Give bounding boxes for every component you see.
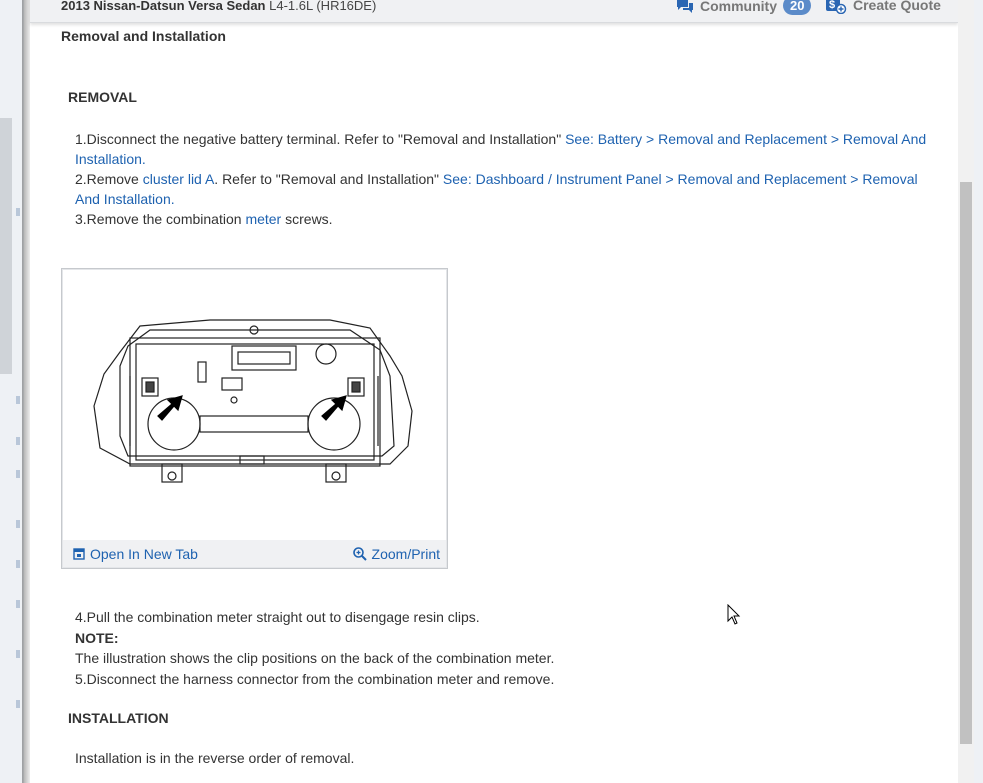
vehicle-title [61, 0, 376, 13]
background-dot [16, 208, 20, 216]
figure-card [61, 268, 448, 569]
installation-heading: INSTALLATION [68, 710, 169, 726]
battery-removal-link[interactable]: See: Battery > Removal and Replacement > Removal And Installation. [75, 131, 927, 167]
background-dot [16, 700, 20, 708]
combination-meter-illustration[interactable] [90, 316, 420, 498]
removal-steps [61, 129, 936, 229]
step-3-text: 3.Remove the combination [75, 211, 246, 227]
figure-toolbar [63, 540, 446, 567]
background-dot [16, 650, 20, 658]
vehicle-model: 2013 Nissan-Datsun Versa Sedan [61, 0, 266, 13]
step-3 [61, 209, 936, 229]
background-right-strip [974, 0, 983, 783]
zoom-print-button[interactable] [353, 546, 446, 562]
step-2-text-b: . Refer to "Removal and Installation" [214, 171, 443, 187]
step-2 [61, 169, 936, 209]
background-dot [16, 396, 20, 404]
background-dot [16, 470, 20, 478]
community-label: Community [700, 0, 777, 14]
svg-text:$: $ [829, 0, 836, 11]
dashboard-removal-link[interactable]: See: Dashboard / Instrument Panel > Removal and Replacement > Removal And Installation. [75, 171, 918, 207]
meter-link[interactable]: meter [245, 211, 282, 227]
open-in-new-tab-label: Open In New Tab [90, 545, 198, 562]
step-2-text: 2.Remove [75, 171, 143, 187]
community-count-badge: 20 [783, 0, 811, 15]
step-1-text: 1.Disconnect the negative battery terminal. Refer to "Removal and Installation" [75, 131, 566, 147]
step-1 [61, 129, 936, 169]
zoom-print-label: Zoom/Print [371, 545, 440, 562]
background-dot [16, 437, 20, 445]
installation-text: Installation is in the reverse order of removal. [75, 750, 355, 766]
background-dot [16, 600, 20, 608]
open-new-tab-icon [73, 548, 85, 560]
note-label: NOTE: [75, 629, 119, 646]
removal-heading: REMOVAL [68, 89, 137, 105]
step-3-text-b: screws. [281, 211, 333, 227]
note-text: The illustration shows the clip positions on the back of the combination meter. [75, 650, 555, 666]
scrollbar-thumb[interactable] [960, 182, 972, 744]
create-quote-button[interactable] [825, 0, 941, 14]
cluster-lid-link[interactable]: cluster lid A [142, 171, 215, 187]
section-title: Removal and Installation [61, 28, 226, 44]
mouse-pointer-icon [727, 604, 741, 626]
step-5: 5.Disconnect the harness connector from the combination meter and remove. [75, 670, 555, 687]
removal-steps-continued [75, 607, 554, 689]
community-button[interactable] [676, 0, 811, 15]
zoom-in-icon [353, 547, 367, 561]
vehicle-engine: L4-1.6L (HR16DE) [269, 0, 377, 13]
background-page-strip [0, 0, 24, 783]
modal-header [30, 0, 958, 23]
background-block [0, 118, 12, 374]
chat-bubbles-icon [676, 0, 694, 13]
quote-dollar-icon [825, 0, 847, 14]
create-quote-label: Create Quote [853, 0, 941, 13]
background-dot [16, 560, 20, 568]
open-in-new-tab-button[interactable] [63, 546, 198, 562]
background-dot [16, 520, 20, 528]
step-4: 4.Pull the combination meter straight out to disengage resin clips. [75, 609, 480, 625]
